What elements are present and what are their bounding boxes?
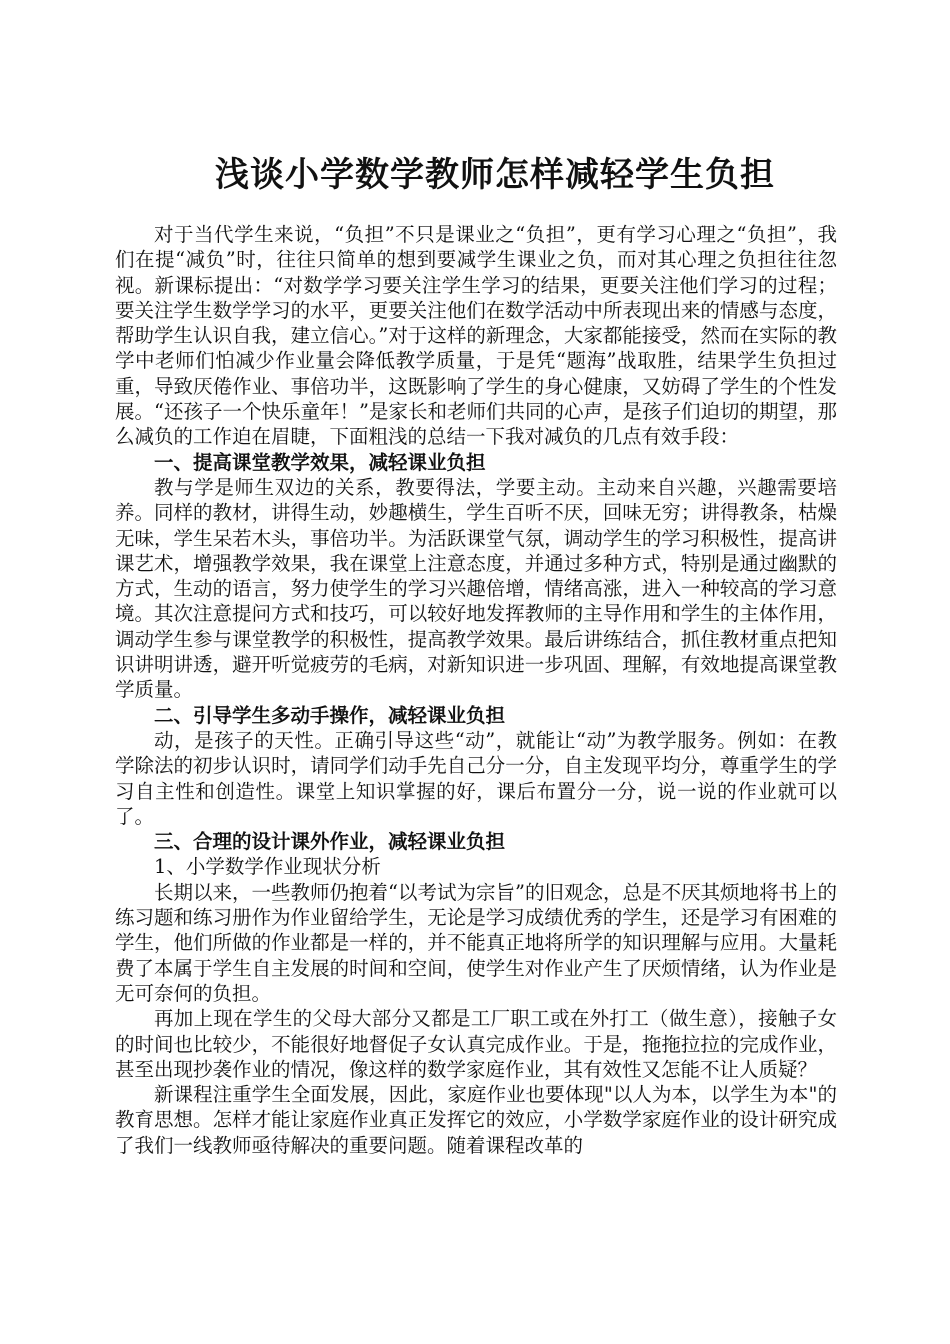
section-heading-1: 一、提高课堂教学效果，减轻课业负担 xyxy=(154,450,486,474)
page-title: 浅谈小学数学教师怎样减轻学生负担 xyxy=(215,154,775,195)
section-2-paragraph: 动，是孩子的天性。正确引导这些“动”，就能让“动”为教学服务。例如：在教学除法的初步认识时，请同学们动手先自己分一分，自主发现平均分，尊重学生的学习自主性和创造性。课堂上知识掌握的好，课后布置分一分，说一说的作业就可以了。 xyxy=(115,728,837,828)
document-body xyxy=(115,222,837,1158)
section-3-paragraph-1: 长期以来，一些教师仍抱着“以考试为宗旨”的旧观念，总是不厌其烦地将书上的练习题和练习册作为作业留给学生，无论是学习成绩优秀的学生，还是学习有困难的学生，他们所做的作业都是一样的，并不能真正地将所学的知识理解与应用。大量耗费了本属于学生自主发展的时间和空间，使学生对作业产生了厌烦情绪，认为作业是无可奈何的负担。 xyxy=(115,880,837,1005)
subsection-heading-3-1: 1、小学数学作业现状分析 xyxy=(154,855,381,879)
section-heading-2: 二、引导学生多动手操作，减轻课业负担 xyxy=(154,703,506,727)
section-3-paragraph-2: 再加上现在学生的父母大部分又都是工厂职工或在外打工（做生意），接触子女的时间也比较少，不能很好地督促子女认真完成作业。于是，拖拖拉拉的完成作业，甚至出现抄袭作业的情况，像这样的数学家庭作业，其有效性又怎能不让人质疑？ xyxy=(115,1007,837,1081)
section-heading-3: 三、合理的设计课外作业，减轻课业负担 xyxy=(154,830,506,854)
section-3-paragraph-3: 新课程注重学生全面发展，因此，家庭作业也要体现"以人为本，以学生为本"的教育思想。怎样才能让家庭作业真正发挥它的效应，小学数学家庭作业的设计研究成了我们一线教师亟待解决的重要问题。随着课程改革的 xyxy=(115,1083,837,1157)
section-1-paragraph: 教与学是师生双边的关系，教要得法，学要主动。主动来自兴趣，兴趣需要培养。同样的教材，讲得生动，妙趣横生，学生百听不厌，回味无穷；讲得教条，枯燥无味，学生呆若木头，事倍功半。为活跃课堂气氛，调动学生的学习积极性，提高讲课艺术，增强教学效果，我在课堂上注意态度，并通过多种方式，特别是通过幽默的方式，生动的语言，努力使学生的学习兴趣倍增，情绪高涨，进入一种较高的学习意境。其次注意提问方式和技巧，可以较好地发挥教师的主导作用和学生的主体作用，调动学生参与课堂教学的积极性，提高教学效果。最后讲练结合，抓住教材重点把知识讲明讲透，避开听觉疲劳的毛病，对新知识进一步巩固、理解，有效地提高课堂教学质量。 xyxy=(115,475,837,702)
intro-paragraph: 对于当代学生来说，“负担”不只是课业之“负担”，更有学习心理之“负担”，我们在提“减负”时，往往只简单的想到要减学生课业之负，而对其心理之负担往往忽视。新课标提出：“对数学学习要关注学生学习的结果，更要关注他们学习的过程；要关注学生数学学习的水平，更要关注他们在数学活动中所表现出来的情感与态度，帮助学生认识自我，建立信心。”对于这样的新理念，大家都能接受，然而在实际的教学中老师们怕减少作业量会降低教学质量，于是凭“题海”战取胜，结果学生负担过重，导致厌倦作业、事倍功半，这既影响了学生的身心健康，又妨碍了学生的个性发展。“还孩子一个快乐童年！”是家长和老师们共同的心声，是孩子们迫切的期望，那么减负的工作迫在眉睫，下面粗浅的总结一下我对减负的几点有效手段： xyxy=(115,223,837,449)
